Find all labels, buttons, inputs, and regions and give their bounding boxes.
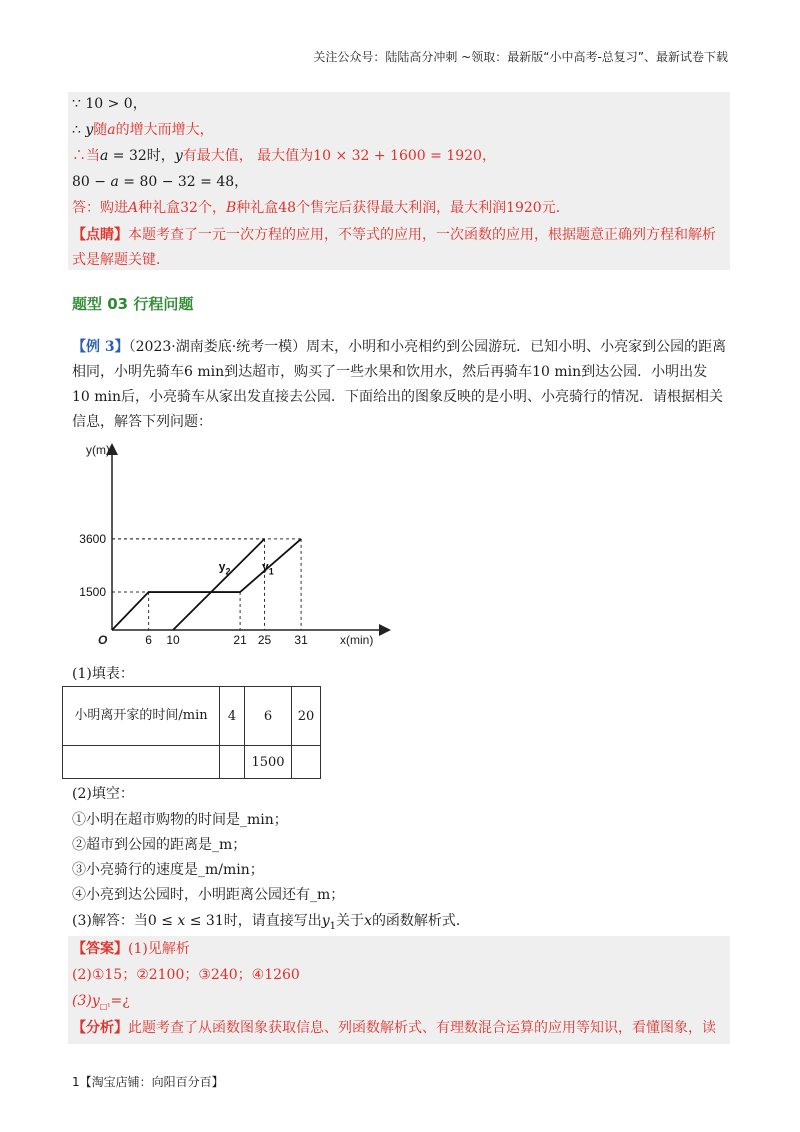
q2-item-1: ①小明在超市购物的时间是_min； [72, 812, 288, 828]
section-title: 题型 03 行程问题 [72, 295, 194, 313]
y-tick-label: 3600 [79, 531, 106, 546]
x-tick-label: 6 [145, 633, 152, 647]
x-axis-label: x(min) [340, 633, 374, 647]
series-y2-label: $y_2$ [218, 559, 231, 577]
table-col-2: 6 [245, 687, 292, 746]
table-cell[interactable] [220, 746, 245, 779]
q2-label: (2)填空： [72, 786, 134, 802]
comment-line-1: 【点睛】本题考查了一元一次方程的应用，不等式的应用，一次函数的应用，根据题意正确列方程和解析 [72, 227, 716, 243]
series-y1-label: $y_1$ [262, 559, 274, 577]
x-tick-label: 25 [257, 633, 272, 647]
example-tag: 【例 3】 [72, 339, 129, 355]
table-header-cell: 小明离开家的时间/min [63, 687, 220, 746]
page-header: 关注公众号：陆陆高分冲刺 ~领取：最新版“小中高考-总复习”、最新试卷下载 [313, 50, 728, 64]
answer-line-1: 【答案】(1)见解析 [72, 941, 190, 957]
x-tick-label: 31 [294, 633, 308, 647]
y-axis-label: y(m) [86, 443, 110, 457]
answer-line-2: (2)①15；②2100；③240；④1260 [72, 967, 300, 983]
page-footer: 1【淘宝店铺：向阳百分百】 [72, 1075, 224, 1089]
q2-item-3: ③小亮骑行的速度是_m/min； [72, 862, 264, 878]
table-col-1: 4 [220, 687, 245, 746]
distance-time-chart [78, 438, 398, 656]
fill-table [62, 686, 321, 779]
solution-line-1: ∵ 10 > 0， [72, 96, 147, 112]
answer-line-3: $(3)y_{□^1}=¿$ [72, 993, 130, 1011]
table-col-3: 20 [292, 687, 321, 746]
analysis-line: 【分析】此题考查了从函数图象获取信息、列函数解析式、有理数混合运算的应用等知识，看懂图象，读 [72, 1020, 716, 1036]
series-y2-line [173, 539, 265, 630]
origin-label: O [98, 633, 108, 647]
solution-line-3: ∴当a = 32时，y有最大值， 最大值为10 × 32 + 1600 = 1920， [72, 148, 496, 164]
q2-item-2: ②超市到公园的距离是_m； [72, 837, 247, 853]
table-cell[interactable] [292, 746, 321, 779]
x-tick-label: 21 [233, 633, 247, 647]
comment-line-2: 式是解题关键． [72, 252, 170, 268]
q2-item-4: ④小亮到达公园时，小明距离公园还有_m； [72, 887, 345, 903]
x-tick-label: 10 [166, 633, 180, 647]
solution-line-2: ∴ y随a的增大而增大， [72, 122, 214, 138]
q3-question: (3)解答：当0 ≤ x ≤ 31时，请直接写出$y_1$关于x的函数解析式． [72, 913, 470, 932]
series-y1-line [112, 539, 301, 630]
table-cell: 1500 [245, 746, 292, 779]
table-cell[interactable] [63, 746, 220, 779]
q1-label: (1)填表： [72, 666, 134, 682]
example-statement: 【例 3】（2023·湖南娄底·统考一模）周末，小明和小亮相约到公园游玩．已知小明、小亮家到公园的距离 相同，小明先骑车6 min到达超市，购买了一些水果和饮用水，然后再骑车10 min到达公园．小明出发 10 min后，小亮骑车从家出发直接去公园．下面给出的图象反映的是小明、小亮骑行的情况．请根据相关 信息，解答下列问题： [72, 339, 727, 430]
y-tick-label: 1500 [79, 585, 106, 600]
solution-line-4: 80 − a = 80 − 32 = 48， [72, 174, 249, 190]
solution-answer: 答：购进A种礼盒32个，B种礼盒48个售完后获得最大利润，最大利润1920元． [72, 200, 570, 216]
